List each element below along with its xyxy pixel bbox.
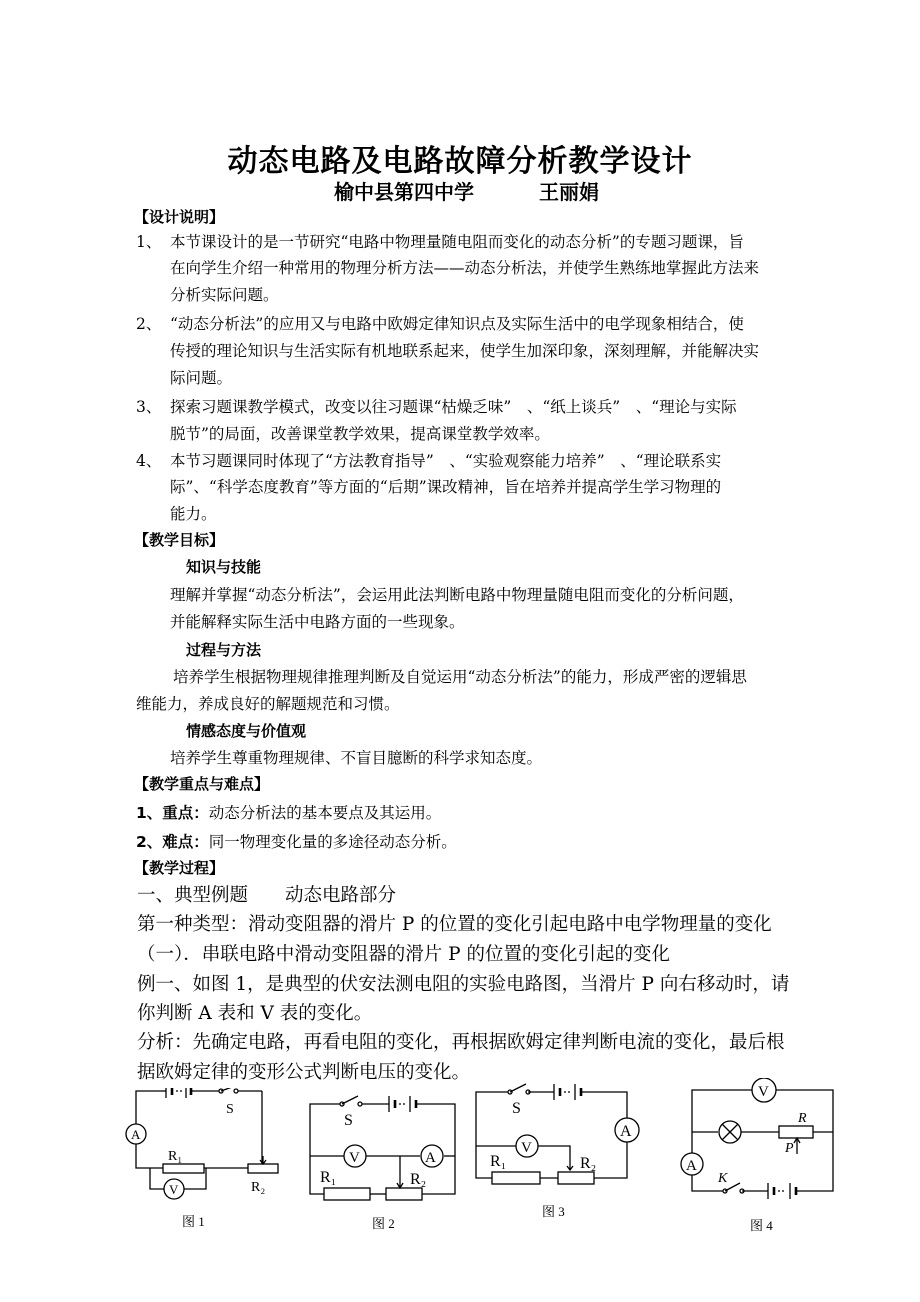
paragraph-line: 探索习题课教学模式，改变以往习题课“枯燥乏味” 、“纸上谈兵” 、“理论与实际	[170, 398, 737, 416]
item-number: 3、	[136, 398, 162, 416]
item-number: 2、	[136, 315, 162, 333]
difficult-point-row	[136, 830, 457, 852]
r1-label: R₁	[320, 1169, 337, 1186]
r-label: R	[798, 1111, 807, 1126]
paragraph-line: 培养学生尊重物理规律、不盲目臆断的科学求知态度。	[170, 749, 543, 767]
wire	[150, 1168, 164, 1189]
switch-blade	[342, 1096, 358, 1104]
resistor-r	[779, 1126, 813, 1138]
author-name: 王丽娟	[539, 180, 599, 204]
switch-blade	[510, 1084, 526, 1092]
item-number: 4、	[136, 452, 162, 470]
switch-contact	[234, 1089, 238, 1093]
figure-4-circuit	[676, 1078, 846, 1206]
paragraph-line: 并能解释实际生活中电路方面的一些现象。	[170, 613, 465, 631]
wire	[136, 1091, 162, 1124]
resistor-r2	[248, 1164, 278, 1173]
paragraph-line: 分析实际问题。	[170, 286, 279, 304]
paragraph-line: 理解并掌握“动态分析法”，会运用此法判断电路中物理量随电阻而变化的分析问题，	[170, 586, 744, 604]
paragraph-line: 传授的理论知识与生活实际有机地联系起来，使学生加深印象，深刻理解，并能解决实	[170, 342, 760, 360]
document-title: 动态电路及电路故障分析教学设计	[227, 144, 693, 179]
resistor-r1	[492, 1172, 540, 1184]
r2-label: R₂	[410, 1171, 427, 1188]
paragraph-line: 维能力，养成良好的解题规范和习惯。	[136, 695, 400, 713]
voltmeter-label: V	[169, 1182, 179, 1197]
item-number: 1、	[136, 233, 162, 251]
difficult-text: 同一物理变化量的多途径动态分析。	[208, 833, 457, 851]
paragraph-line: 际”、“科学态度教育”等方面的“后期”课改精神，旨在培养并提高学生学习物理的	[170, 478, 722, 496]
process-title: 过程与方法	[186, 641, 262, 659]
process-line: 一、典型例题 动态电路部分	[137, 885, 397, 906]
figure-2-caption: 图 2	[372, 1216, 395, 1231]
figure-3-caption: 图 3	[542, 1204, 565, 1219]
paragraph-line: 际问题。	[170, 369, 233, 387]
knowledge-title: 知识与技能	[186, 558, 262, 576]
paragraph-line: 脱节”的局面，改善课堂教学效果，提高课堂教学效率。	[170, 425, 550, 443]
figure-1-circuit	[120, 1088, 290, 1206]
resistor-r2	[558, 1172, 594, 1184]
resistor-r2	[386, 1188, 422, 1200]
ammeter-label: A	[686, 1158, 697, 1174]
switch-contact	[358, 1102, 362, 1106]
attitude-title: 情感态度与价值观	[186, 722, 307, 740]
figure-4-caption: 图 4	[750, 1218, 773, 1233]
key-points-heading: 【教学重点与难点】	[134, 775, 270, 793]
process-line: 分析：先确定电路，再看电阻的变化，再根据欧姆定律判断电流的变化，最后根	[137, 1032, 785, 1053]
r2-label: R₂	[580, 1155, 597, 1172]
paragraph-line: 本节课设计的是一节研究“电路中物理量随电阻而变化的动态分析”的专题习题课，旨	[170, 233, 744, 251]
voltmeter-label: V	[521, 1140, 532, 1156]
figure-2-circuit	[300, 1090, 462, 1208]
paragraph-line: 本节习题课同时体现了“方法教育指导” 、“实验观察能力培养” 、“理论联系实	[170, 452, 722, 470]
process-line: 第一种类型：滑动变阻器的滑片 P 的位置的变化引起电路中电学物理量的变化	[137, 914, 772, 935]
ammeter-label: A	[620, 1123, 632, 1140]
wire	[796, 1132, 833, 1191]
school-name: 榆中县第四中学	[334, 180, 474, 204]
ammeter-label: A	[131, 1127, 141, 1142]
wire	[692, 1090, 752, 1153]
p-label: P	[785, 1141, 794, 1156]
difficult-label: 2、难点：	[136, 833, 209, 851]
key-label: 1、重点：	[136, 804, 209, 822]
process-heading: 【教学过程】	[134, 859, 225, 877]
key-point-row	[136, 801, 441, 823]
design-note-heading: 【设计说明】	[134, 208, 225, 226]
process-line: （一）．串联电路中滑动变阻器的滑片 P 的位置的变化引起的变化	[137, 944, 670, 965]
voltmeter-label: V	[349, 1150, 360, 1166]
resistor-r1	[163, 1164, 204, 1173]
wire	[581, 1092, 627, 1118]
figure-3-circuit	[468, 1082, 648, 1200]
voltmeter-label: V	[758, 1084, 769, 1100]
process-line: 例一、如图 1，是典型的伏安法测电阻的实验电路图，当滑片 P 向右移动时，请	[137, 974, 790, 995]
process-line: 据欧姆定律的变形公式判断电压的变化。	[137, 1062, 471, 1083]
r1-label: R₁	[168, 1149, 183, 1164]
wire	[136, 1144, 163, 1168]
figure-1-caption: 图 1	[182, 1214, 205, 1229]
key-text: 动态分析法的基本要点及其运用。	[208, 804, 442, 822]
switch-label: K	[718, 1171, 728, 1186]
resistor-r1	[324, 1188, 370, 1200]
switch-label: S	[344, 1112, 353, 1129]
r1-label: R₁	[490, 1153, 507, 1170]
switch-label: S	[226, 1102, 234, 1117]
switch-label: S	[512, 1100, 521, 1117]
paragraph-line: “动态分析法”的应用又与电路中欧姆定律知识点及实际生活中的电学现象相结合，使	[170, 315, 744, 333]
paragraph-line: 能力。	[170, 505, 217, 523]
ammeter-label: A	[425, 1150, 436, 1166]
paragraph-line: 培养学生根据物理规律推理判断及自觉运用“动态分析法”的能力，形成严密的逻辑思	[173, 668, 747, 686]
wire	[538, 1146, 570, 1170]
goals-heading: 【教学目标】	[134, 531, 225, 549]
process-line: 你判断 A 表和 V 表的变化。	[137, 1003, 373, 1024]
wire	[594, 1142, 627, 1178]
paragraph-line: 在向学生介绍一种常用的物理分析方法——动态分析法，并使学生熟练地掌握此方法来	[170, 259, 760, 277]
r2-label: R₂	[251, 1180, 266, 1195]
